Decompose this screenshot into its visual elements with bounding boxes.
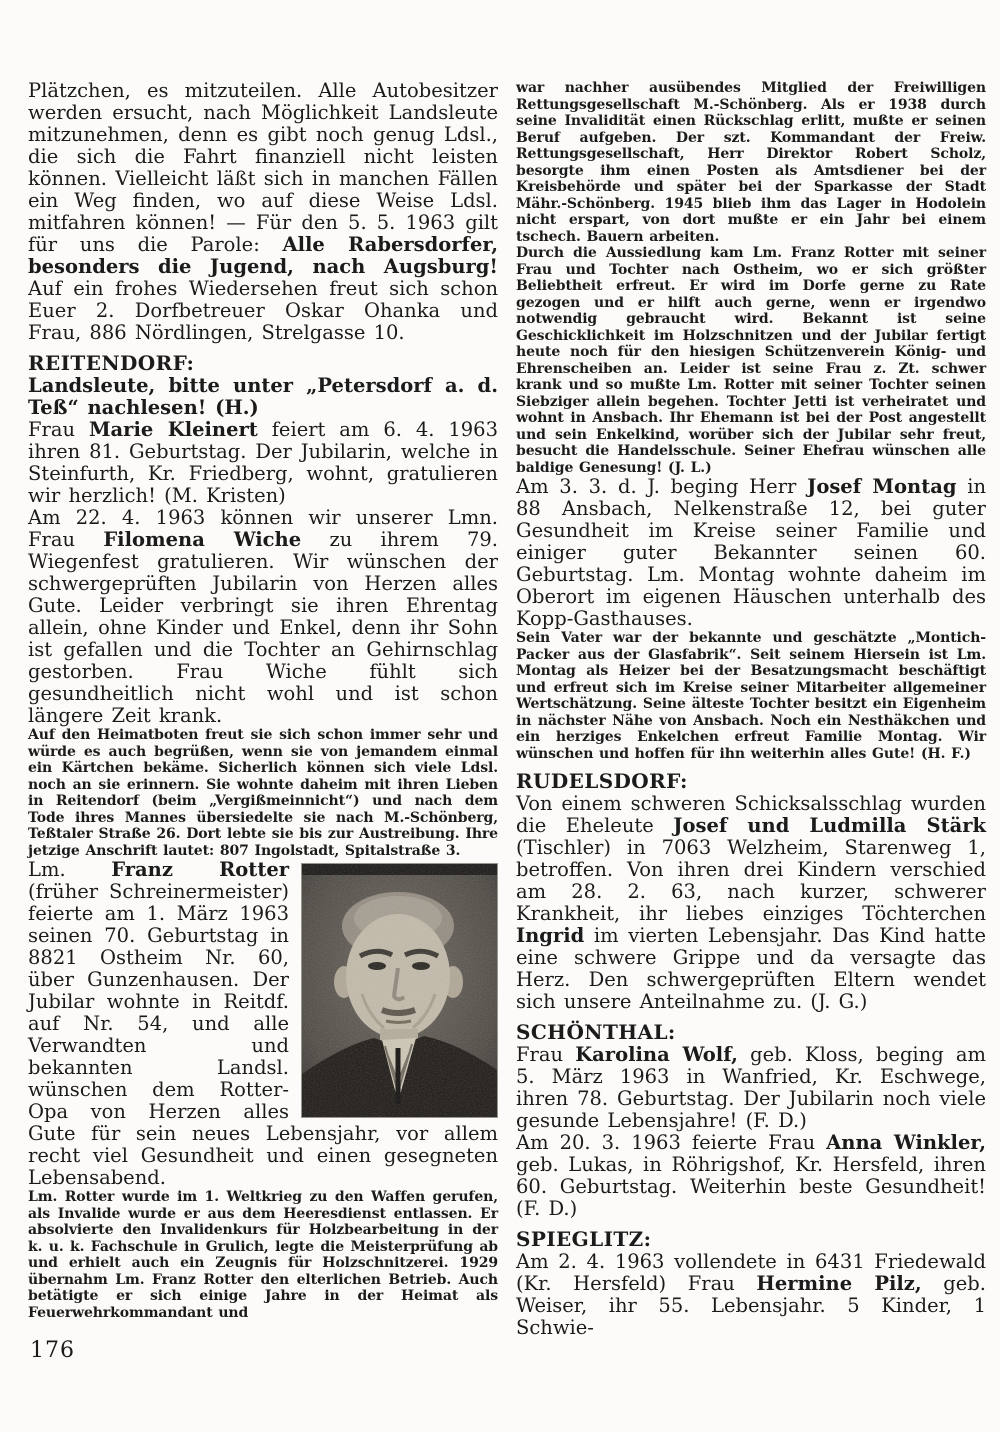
section-heading: RUDELSDORF: [516,769,688,793]
text-run: im vierten Lebensjahr. Das Kind hatte eine schwere Grippe und da versagte das Herz. Den schwergeprüften Eltern wendet sich unsere Anteilnahme zu. (J. G.) [516,924,986,1013]
section-heading: REITENDORF: [28,351,195,375]
bold-run: Hermine Pilz, [756,1272,922,1295]
text-run: war nachher ausübendes Mitglied der Freiwilligen Rettungsgesellschaft M.-Schönberg. Als er 1938 durch seine Invalidität einen Rückschlag erlitt, mußte er seinen Beruf aufgeben. Der szt. Kommandant der Freiw. Rettungsgesellschaft, Herr Direktor Robert Scholz, besorgte ihm einen Posten als Amtsdiener bei der Kreisbehörde und später bei der Sparkasse der Stadt Mähr.-Schönberg. 1945 blieb ihm das Lager in Hodolein nicht erspart, von dort mußte er ein Jahr bei einem tschech. Bauern arbeiten. [516,80,986,245]
text-run: geb. Kloss, beging am 5. März 1963 in Wanfried, Kr. Eschwege, ihren 78. Geburtstag. Der Jubilarin noch viele gesunde Lebensjahre! (F. D.) [516,1043,986,1132]
section-heading: SPIEGLITZ: [516,1227,652,1251]
text-run: Frau [28,418,89,441]
text-run: Von einem schweren Schicksalsschlag wurden die Eheleute [516,792,986,837]
text-run: Am 2. 4. 1963 vollendete in 6431 Friedewald (Kr. Hersfeld) Frau [516,1250,986,1295]
body-paragraph [28,419,498,507]
page-number: 176 [30,1338,75,1363]
bold-run: Franz Rotter [111,858,290,881]
left-column [28,80,498,1339]
portrait-photo-image [302,864,497,1117]
text-run: Am 22. 4. 1963 können wir unserer Lmn. Frau [28,506,498,551]
body-paragraph [28,80,498,344]
body-paragraph [516,1132,986,1220]
fine-print-paragraph [28,727,498,859]
bold-run: Alle Rabersdorfer, besonders die Jugend, nach Augsburg! [28,233,499,278]
fine-print-paragraph [516,80,986,245]
text-run: geb. Lukas, in Röhrigshof, Kr. Hersfeld, ihren 60. Geburtstag. Weiterhin beste Gesundheit! (F. D.) [516,1153,986,1220]
body-paragraph [516,1251,986,1339]
text-run: in 88 Ansbach, Nelkenstraße 12, bei guter Gesundheit im Kreise seiner Familie und einiger guter Bekannter seinen 60. Geburtstag. Lm. Montag wohnte daheim im Oberort im eigenen Häuschen unterhalb des Kopp-Gasthauses. [516,475,987,630]
bold-run: Ingrid [516,924,585,947]
fine-print-paragraph [28,1189,498,1321]
bold-run: Landsleute, bitte unter „Petersdorf a. d. Teß“ nachlesen! (H.) [28,374,498,419]
bold-run: Karolina Wolf, [575,1043,738,1066]
fine-print-paragraph [516,630,986,762]
text-run: feiert am 6. 4. 1963 ihren 81. Geburtstag. Der Jubilarin, welche in Steinfurth, Kr. Friedberg, wohnt, gratulieren wir herzlich! (M. Kristen) [28,418,498,507]
text-run: zu ihrem 79. Wiegenfest gratulieren. Wir wünschen der schwergeprüften Jubilarin von Herzen alles Gute. Leider verbringt sie ihren Ehrentag allein, ohne Kinder und Enkel, denn ihr Sohn ist gefallen und die Tochter an Gehirnschlag gestorben. Frau Wiche fühlt sich gesundheitlich nicht wohl und ist schon längere Zeit krank. [28,528,498,727]
right-column [516,80,986,1339]
bold-run: Filomena Wiche [103,528,302,551]
text-run: Am 20. 3. 1963 feierte Frau [516,1131,827,1154]
bold-run: Josef und Ludmilla Stärk [673,814,986,837]
photo-paragraph [28,859,498,1189]
fine-print-paragraph [516,245,986,476]
text-run: (früher Schreinermeister) feierte am 1. März 1963 seinen 70. Geburtstag in 8821 Ostheim Nr. 60, über Gunzenhausen. Der Jubilar wohnte in Reitdf. auf Nr. 54, und alle Verwandten und bekannten Landsl. wünschen dem Rotter-Opa von Herzen alles Gute für sein neues Lebensjahr, vor allem recht viel Gesundheit und einen gesegneten Lebensabend. [28,880,498,1189]
text-run: Am 3. 3. d. J. beging Herr [516,475,808,498]
text-run: Frau [516,1043,576,1066]
text-run: Durch die Aussiedlung kam Lm. Franz Rotter mit seiner Frau und Tochter nach Ostheim, wo er sich größter Beliebtheit erfreut. Er wird im Dorfe gerne zu Rate gezogen und er hilft auch gerne, wenn er irgendwo notwendig gebraucht wird. Bekannt ist seine Geschicklichkeit im Holzschnitzen und der Jubilar fertigt heute noch für den hiesigen Schützenverein König- und Ehrenscheiben an. Leider ist seine Frau z. Zt. schwer krank und so mußte Lm. Rotter mit seiner Tochter seinen Siebziger allein begehen. Tochter Jetti ist verheiratet und wohnt in Ansbach. Ihr Ehemann ist bei der Post angestellt und sein Enkelkind, worüber sich der Jubilar sehr freut, besucht die Handelsschule. Seiner Ehefrau wünschen alle baldige Genesung! (J. L.) [516,245,986,476]
text-run: Auf den Heimatboten freut sie sich schon immer sehr und würde es auch begrüßen, wenn sie von jemandem einmal ein Kärtchen bekäme. Sicherlich können sich viele Ldsl. noch an sie erinnern. Sie wohnte daheim mit ihren Lieben in Reitendorf (beim „Vergißmeinnicht“) und nach dem Tode ihres Mannes übersiedelte sie nach M.-Schönberg, Teßtaler Straße 26. Dort lebte sie bis zur Austreibung. Ihre jetzige Anschrift lautet: 807 Ingolstadt, Spitalstraße 3. [28,727,498,859]
bold-run: Anna Winkler, [826,1131,986,1154]
body-paragraph [516,1044,986,1132]
body-paragraph [516,476,986,630]
text-run: Sein Vater war der bekannte und geschätzte „Montich-Packer aus der Glasfabrik“. Seit seinem Hiersein ist Lm. Montag als Heizer bei der Besatzungsmacht beschäftigt und erfreut sich im Kreise seiner Mitarbeiter allgemeiner Wertschätzung. Seine älteste Tochter besitzt ein Eigenheim in nächster Nähe von Ansbach. Noch ein Nesthäkchen und ein herziges Enkelchen erfreut Familie Montag. Wir wünschen und hoffen für ihn weiterhin alles Gute! (H. F.) [516,630,986,762]
text-run: (Tischler) in 7063 Welzheim, Starenweg 1, betroffen. Von ihren drei Kindern verschied am 28. 2. 63, nach kurzer, schwerer Krankheit, ihr liebes einziges Töchterchen [516,836,986,925]
body-paragraph [516,793,986,1013]
body-paragraph [28,375,498,419]
body-paragraph [28,507,498,727]
section-heading: SCHÖNTHAL: [516,1020,676,1044]
text-run: Plätzchen, es mitzuteilen. Alle Autobesitzer werden ersucht, nach Möglichkeit Landsleute mitzunehmen, denn es gibt noch genug Ldsl., die sich die Fahrt finanziell nicht leisten können. Vielleicht läßt sich in manchen Fällen ein Weg finden, wo auf diese Weise Ldsl. mitfahren können! — Für den 5. 5. 1963 gilt für uns die Parole: [28,79,498,256]
portrait-photo [301,863,498,1118]
text-run: geb. Weiser, ihr 55. Lebensjahr. 5 Kinder, 1 Schwie- [516,1272,986,1339]
text-run: Lm. Rotter wurde im 1. Weltkrieg zu den Waffen gerufen, als Invalide wurde er aus dem Heeresdienst entlassen. Er absolvierte den Invalidenkurs für Holzbearbeitung in der k. u. k. Fachschule in Grulich, legte die Meisterprüfung ab und erhielt auch ein Zeugnis für Holzschnitzerei. 1929 übernahm Lm. Franz Rotter den elterlichen Betrieb. Auch betätigte er sich einige Jahre in der Heimat als Feuerwehrkommandant und [28,1189,498,1321]
text-run: Auf ein frohes Wiedersehen freut sich schon Euer 2. Dorfbetreuer Oskar Ohanka und Frau, 886 Nördlingen, Strelgasse 10. [28,277,498,344]
text-run: Lm. [28,858,112,881]
bold-run: Josef Montag [807,475,957,498]
bold-run: Marie Kleinert [88,418,258,441]
